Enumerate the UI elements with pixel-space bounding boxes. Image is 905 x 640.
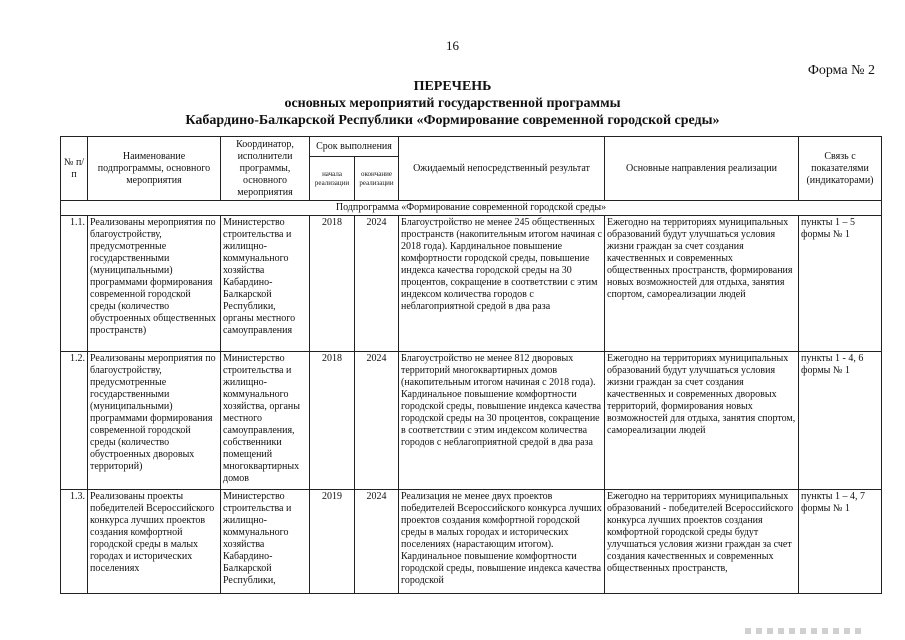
header-coordinator: Координатор, исполнители программы, основного мероприятия bbox=[221, 137, 310, 201]
row-end: 2024 bbox=[355, 490, 399, 594]
row-directions: Ежегодно на территориях муниципальных образований - победителей Всероссийского конкурса лучших проектов создания комфортной городской среды будут улучшаться условия жизни граждан за счет создания качественных и современных общественных пространств, bbox=[605, 490, 799, 594]
scan-artifact bbox=[745, 628, 865, 634]
row-start: 2018 bbox=[310, 352, 355, 490]
header-directions: Основные направления реализации bbox=[605, 137, 799, 201]
subprogram-row bbox=[61, 201, 882, 216]
row-directions: Ежегодно на территориях муниципальных образований будут улучшаться условия жизни граждан за счет создания качественных и современных дворовых территорий, формирования новых возможностей для отдыха, занятия спортом, самореализации людей bbox=[605, 352, 799, 490]
row-start: 2018 bbox=[310, 216, 355, 352]
row-name: Реализованы проекты победителей Всероссийского конкурса лучших проектов создания комфортной городской среды в малых городах и исторических поселениях bbox=[88, 490, 221, 594]
row-result: Реализация не менее двух проектов победителей Всероссийского конкурса лучших проектов создания комфортной городской среды в малых городах и исторических поселениях (нарастающим итогом). Кардинальное повышение комфортности городской среды, повышение индекса качества городской bbox=[399, 490, 605, 594]
document-title bbox=[0, 78, 905, 129]
header-num: № п/п bbox=[61, 137, 88, 201]
row-num: 1.2. bbox=[61, 352, 88, 490]
table-row bbox=[61, 490, 882, 594]
subprogram-title: Подпрограмма «Формирование современной городской среды» bbox=[61, 201, 882, 216]
measures-table bbox=[60, 136, 882, 594]
row-link: пункты 1 – 5 формы № 1 bbox=[799, 216, 882, 352]
title-line-2: основных мероприятий государственной программы bbox=[284, 96, 621, 111]
row-link: пункты 1 - 4, 6 формы № 1 bbox=[799, 352, 882, 490]
row-coordinator: Министерство строительства и жилищно-коммунального хозяйства Кабардино-Балкарской Республики, bbox=[221, 490, 310, 594]
row-link: пункты 1 – 4, 7 формы № 1 bbox=[799, 490, 882, 594]
header-row bbox=[61, 137, 882, 157]
row-coordinator: Министерство строительства и жилищно-коммунального хозяйства Кабардино-Балкарской Республики, органы местного самоуправления bbox=[221, 216, 310, 352]
row-num: 1.3. bbox=[61, 490, 88, 594]
row-name: Реализованы мероприятия по благоустройству, предусмотренные государственными (муниципальными) программами формирования современной городской среды (количество обустроенных дворовых территорий) bbox=[88, 352, 221, 490]
table-row bbox=[61, 352, 882, 490]
title-line-3: Кабардино-Балкарской Республики «Формирование современной городской среды» bbox=[185, 113, 720, 128]
row-num: 1.1. bbox=[61, 216, 88, 352]
row-directions: Ежегодно на территориях муниципальных образований будут улучшаться условия жизни граждан за счет создания качественных и современных общественных пространств, формирования новых возможностей для отдыха, занятия спортом, самореализации людей bbox=[605, 216, 799, 352]
row-coordinator: Министерство строительства и жилищно-коммунального хозяйства, органы местного самоуправления, собственники помещений многоквартирных домов bbox=[221, 352, 310, 490]
header-term: Срок выполнения bbox=[310, 137, 399, 157]
header-result: Ожидаемый непосредственный результат bbox=[399, 137, 605, 201]
row-name: Реализованы мероприятия по благоустройству, предусмотренные государственными (муниципальными) программами формирования современной городской среды (количество обустроенных общественных пространств) bbox=[88, 216, 221, 352]
header-name: Наименование подпрограммы, основного мероприятия bbox=[88, 137, 221, 201]
row-end: 2024 bbox=[355, 216, 399, 352]
row-end: 2024 bbox=[355, 352, 399, 490]
header-start: начала реализации bbox=[310, 157, 355, 201]
row-result: Благоустройство не менее 245 общественных пространств (накопительным итогом начиная с 2018 года). Кардинальное повышение комфортности городской среды, повышение индекса качества городской среды на 30 процентов, сокращение в соответствии с этим индексом количества городов с неблагоприятной средой в два раза bbox=[399, 216, 605, 352]
row-start: 2019 bbox=[310, 490, 355, 594]
title-line-1: ПЕРЕЧЕНЬ bbox=[413, 79, 492, 94]
header-end: окончание реализации bbox=[355, 157, 399, 201]
page-number: 16 bbox=[446, 38, 459, 53]
row-result: Благоустройство не менее 812 дворовых территорий многоквартирных домов (накопительным итогом начиная с 2018 года). Кардинальное повышение комфортности городской среды, повышение индекса качества городской среды на 30 процентов, сокращение в соответствии с этим индексом количества городов с неблагоприятной средой в два раза bbox=[399, 352, 605, 490]
header-link: Связь с показателями (индикаторами) bbox=[799, 137, 882, 201]
table-row bbox=[61, 216, 882, 352]
form-label: Форма № 2 bbox=[807, 63, 875, 78]
